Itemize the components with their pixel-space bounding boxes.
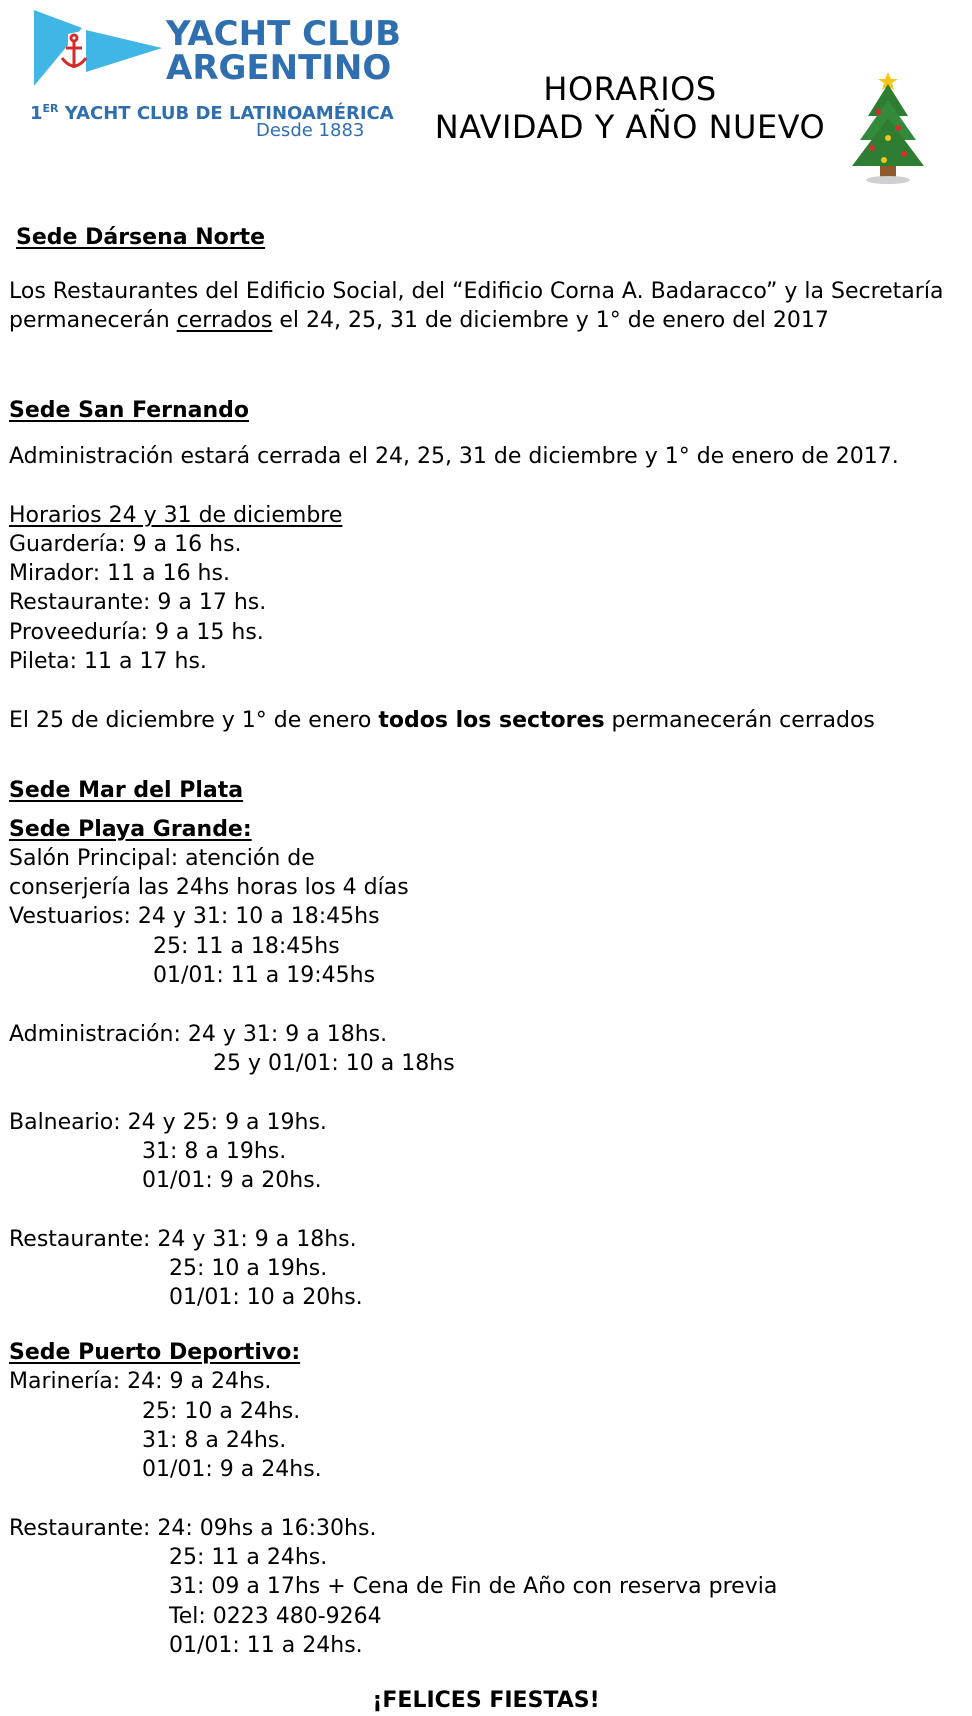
san-fernando-hours-item: Pileta: 11 a 17 hs. bbox=[9, 649, 207, 674]
logo-line1: YACHT CLUB bbox=[166, 14, 402, 54]
balneario-line: 31: 8 a 19hs. bbox=[142, 1139, 287, 1164]
restaurante-pg-line: 25: 10 a 19hs. bbox=[169, 1256, 328, 1281]
vestuarios-line: Vestuarios: 24 y 31: 10 a 18:45hs bbox=[9, 904, 380, 929]
san-fernando-hours-item: Restaurante: 9 a 17 hs. bbox=[9, 590, 267, 615]
marineria-line: 01/01: 9 a 24hs. bbox=[142, 1457, 322, 1482]
balneario-line: 01/01: 9 a 20hs. bbox=[142, 1168, 322, 1193]
mar-del-plata-heading: Sede Mar del Plata bbox=[9, 778, 244, 803]
administracion-line: Administración: 24 y 31: 9 a 18hs. bbox=[9, 1022, 388, 1047]
title-line2: NAVIDAD Y AÑO NUEVO bbox=[434, 108, 826, 146]
restaurante-pg-line: 01/01: 10 a 20hs. bbox=[169, 1285, 363, 1310]
vestuarios-line: 25: 11 a 18:45hs bbox=[153, 934, 340, 959]
logo-line2: ARGENTINO bbox=[166, 48, 392, 88]
balneario-line: Balneario: 24 y 25: 9 a 19hs. bbox=[9, 1110, 327, 1135]
san-fernando-closed-note: El 25 de diciembre y 1° de enero todos los sectores permanecerán cerrados bbox=[9, 708, 875, 733]
restaurante-pd-line: 01/01: 11 a 24hs. bbox=[169, 1633, 363, 1658]
darsena-paragraph: Los Restaurantes del Edificio Social, del “Edificio Corna A. Badaracco” y la Secretaría permanecerán cerrados el 24, 25, 31 de diciembre y 1° de enero del 2017 bbox=[9, 279, 944, 333]
administracion-line: 25 y 01/01: 10 a 18hs bbox=[213, 1051, 455, 1076]
marineria-line: Marinería: 24: 9 a 24hs. bbox=[9, 1369, 272, 1394]
title-line1: HORARIOS bbox=[543, 70, 717, 108]
san-fernando-admin: Administración estará cerrada el 24, 25, 31 de diciembre y 1° de enero de 2017. bbox=[9, 444, 899, 469]
san-fernando-hours-item: Guardería: 9 a 16 hs. bbox=[9, 532, 242, 557]
san-fernando-hours-item: Mirador: 11 a 16 hs. bbox=[9, 561, 230, 586]
playa-grande-heading: Sede Playa Grande: bbox=[9, 817, 252, 842]
club-logo bbox=[30, 8, 400, 148]
marineria-line: 25: 10 a 24hs. bbox=[142, 1399, 301, 1424]
san-fernando-hours-heading: Horarios 24 y 31 de diciembre bbox=[9, 503, 343, 528]
salon-line2: conserjería las 24hs horas los 4 días bbox=[9, 875, 409, 900]
salon-line1: Salón Principal: atención de bbox=[9, 846, 315, 871]
logo-tagline: 1ER YACHT CLUB DE LATINOAMÉRICA bbox=[30, 102, 394, 124]
footer-greeting: ¡FELICES FIESTAS! bbox=[372, 1688, 600, 1713]
restaurante-pg-line: Restaurante: 24 y 31: 9 a 18hs. bbox=[9, 1227, 357, 1252]
san-fernando-heading: Sede San Fernando bbox=[9, 398, 250, 423]
restaurante-pd-phone: Tel: 0223 480-9264 bbox=[169, 1604, 382, 1629]
restaurante-pd-line: 25: 11 a 24hs. bbox=[169, 1545, 328, 1570]
san-fernando-hours-item: Proveeduría: 9 a 15 hs. bbox=[9, 620, 264, 645]
christmas-tree-icon bbox=[848, 68, 928, 188]
darsena-heading: Sede Dársena Norte bbox=[16, 225, 266, 250]
marineria-line: 31: 8 a 24hs. bbox=[142, 1428, 287, 1453]
logo-since: Desde 1883 bbox=[256, 120, 365, 141]
vestuarios-line: 01/01: 11 a 19:45hs bbox=[153, 963, 376, 988]
pennant-flag-icon bbox=[30, 8, 170, 88]
page-title bbox=[420, 70, 840, 146]
restaurante-pd-line: Restaurante: 24: 09hs a 16:30hs. bbox=[9, 1516, 377, 1541]
puerto-deportivo-heading: Sede Puerto Deportivo: bbox=[9, 1340, 301, 1365]
restaurante-pd-line: 31: 09 a 17hs + Cena de Fin de Año con reserva previa bbox=[169, 1574, 778, 1599]
